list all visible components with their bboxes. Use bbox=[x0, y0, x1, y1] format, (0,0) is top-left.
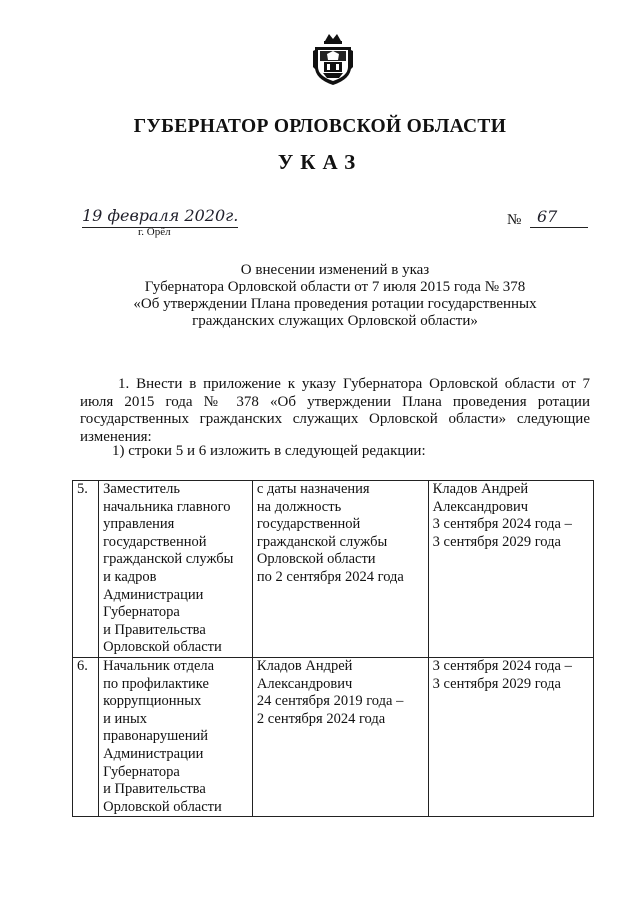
handwritten-date: 19 февраля 2020г. bbox=[82, 206, 239, 225]
table-row bbox=[73, 657, 594, 816]
rotation-table bbox=[72, 480, 594, 817]
row-number: 5. bbox=[73, 481, 99, 658]
rotation-cell: 3 сентября 2024 года – 3 сентября 2029 года bbox=[428, 657, 593, 816]
position-cell: Начальник отдела по профилактике коррупционных и иных правонарушений Администрации Губернатора и Правительства Орловской области bbox=[99, 657, 253, 816]
handwritten-number: 67 bbox=[537, 207, 558, 226]
rotation-cell: Кладов Андрей Александрович 3 сентября 2024 года – 3 сентября 2029 года bbox=[428, 481, 593, 658]
number-label: № bbox=[507, 212, 522, 228]
city-label: г. Орёл bbox=[138, 226, 171, 238]
position-cell: Заместитель начальника главного управления государственной гражданской службы и кадров Администрации Губернатора и Правительства Орловской области bbox=[99, 481, 253, 658]
period-cell: Кладов Андрей Александрович 24 сентября 2019 года – 2 сентября 2024 года bbox=[252, 657, 428, 816]
orel-coat-of-arms-icon bbox=[311, 31, 355, 87]
table-row bbox=[73, 481, 594, 658]
decree-subject: О внесении изменений в указ Губернатора Орловской области от 7 июля 2015 года № 378 «Об утверждении Плана проведения ротации государственных гражданских служащих Орловской области» bbox=[133, 262, 537, 329]
number-line bbox=[530, 227, 588, 228]
paragraph-1: 1. Внести в приложение к указу Губернатора Орловской области от 7 июля 2015 года № 378 «Об утверждении Плана проведения ротации государственных гражданских служащих Орловской области» следующие изменения: bbox=[80, 376, 590, 445]
document-type: УКАЗ bbox=[277, 150, 363, 174]
authority-title: ГУБЕРНАТОР ОРЛОВСКОЙ ОБЛАСТИ bbox=[133, 116, 507, 137]
period-cell: с даты назначения на должность государственной гражданской службы Орловской области по 2 сентября 2024 года bbox=[252, 481, 428, 658]
paragraph-2: 1) строки 5 и 6 изложить в следующей редакции: bbox=[112, 443, 426, 459]
row-number: 6. bbox=[73, 657, 99, 816]
